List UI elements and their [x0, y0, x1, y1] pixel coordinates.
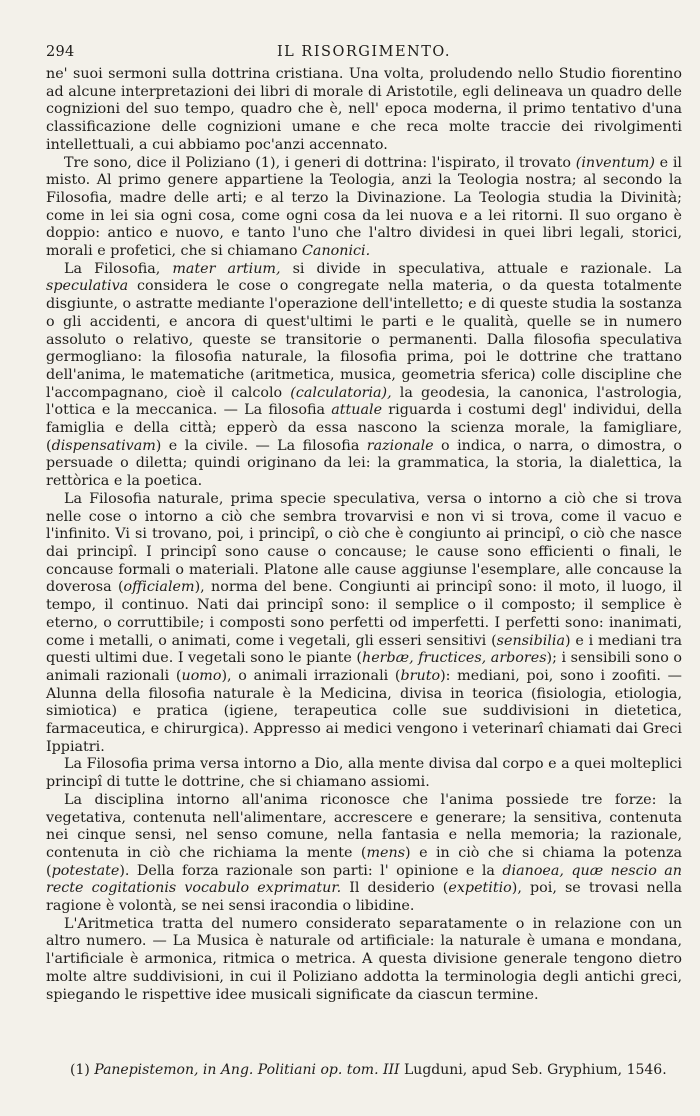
italic-run: Panepistemon, in Ang. Politiani op. tom. III	[94, 1062, 400, 1078]
paragraph	[46, 261, 682, 491]
text-run: Il desiderio (	[341, 880, 449, 897]
text-run: si divide in speculativa, attuale e razionale. La	[280, 260, 683, 277]
italic-run: mater artium,	[172, 260, 281, 277]
page-number: 294	[46, 44, 75, 60]
text-run: e il misto. Al primo genere appartiene la Teologia, anzi la Teologia nostra; al secondo la Filosofia, madre delle arti; e al terzo la Divinazione. La Teologia studia la Divinità; come in lei sia ogni cosa, come ogni cosa da lei nuova e a lei ritorni. Il suo organo è doppio: antico e nuovo, e tanto l'uno che l'altro dividesi in quei libri legali, storici, morali e profetici, che si chiamano	[46, 154, 683, 260]
text-run: ) e in ciò che si chiama la potenza (	[46, 844, 682, 879]
text-run: La Filosofia prima versa intorno a Dio, alla mente divisa dal corpo e a quei molteplici principî di tutte le dottrine, che si chiamano assiomi.	[46, 756, 682, 791]
text-run: ) e i mediani tra questi ultimi due. I vegetali sono le piante (	[46, 632, 682, 667]
italic-run: (calculatoria),	[290, 384, 392, 401]
running-title: IL RISORGIMENTO.	[276, 44, 452, 60]
text-run: La Filosofia,	[64, 260, 173, 277]
text-run: Tre sono, dice il Poliziano (1), i generi di dottrina: l'ispirato, il trovato	[64, 154, 576, 171]
paragraph	[46, 916, 682, 1005]
italic-run: potestate	[51, 862, 120, 879]
text-run: Lugduni, apud Seb. Gryphium, 1546.	[399, 1062, 667, 1078]
text-run: (1)	[70, 1062, 95, 1078]
text-run: L'Aritmetica tratta del numero considerato separatamente o in relazione con un altro numero. — La Musica è naturale od artificiale: la naturale è umana e mondana, l'artificiale è armonica, ritmica o metrica. A questa divisione generale tengono dietro molte altre suddivisioni, in cui il Poliziano addotta la terminologia degli antichi greci, spiegando le rispettive idee musicali significate da ciascun termine.	[46, 915, 682, 1003]
text-run: La Filosofia naturale, prima specie speculativa, versa o intorno a ciò che si trova nelle cose o intorno a ciò che sembra trovarvisi e non vi si trova, come il vacuo e l'infinito. Vi si trovano, poi, i principî, o ciò che è congiunto ai principî, o ciò che nasce dai principî. I principî sono cause o concause; le cause sono efficienti o finali, le concause formali o materiali. Platone alle cause aggiunse l'esemplare, alle concause la doverosa (	[46, 490, 682, 596]
text-run: ). Della forza razionale son parti: l' opinione e la	[119, 862, 503, 879]
italic-run: speculativa	[46, 278, 129, 295]
italic-run: sensibilia	[496, 632, 565, 649]
paragraph	[46, 66, 682, 155]
italic-run: dianoea, quæ nescio an recte cogitationis vocabulo exprimatur.	[46, 862, 682, 897]
italic-run: expetitio	[448, 880, 512, 897]
body-text	[46, 66, 682, 1004]
italic-run: bruto	[400, 667, 441, 684]
running-head	[46, 44, 682, 60]
paragraph	[46, 155, 682, 261]
italic-run: uomo	[181, 667, 222, 684]
italic-run: herbæ, fructices, arbores	[361, 650, 547, 667]
paragraph	[46, 491, 682, 757]
text-run: riguarda i costumi degl' individui, della famiglia e della città; epperò da essa nascono la scienza morale, la famigliare, (	[46, 402, 682, 454]
italic-run: dispensativam	[51, 437, 156, 454]
footnote	[70, 1062, 682, 1079]
text-run: considera le cose o congregate nella materia, o da questa totalmente disgiunte, o astratte mediante l'operazione dell'intelletto; e di queste studia la sostanza o gli accidenti, e ancora di quest'ultimi le parti e le qualità, quelle se in numero assoluto o relativo, queste se transitorie o permanenti. Dalla filosofia speculativa germogliano: la filosofia naturale, la filosofia prima, poi le dottrine che trattano dell'anima, le matematiche (aritmetica, musica, geometria sferica) colle discipline che l'accompagnano, cioè il calcolo	[46, 278, 682, 401]
text-run: ); i sensibili sono o animali razionali (	[46, 650, 682, 684]
italic-run: Canonici.	[301, 243, 371, 260]
text-run: o indica, o narra, o dimostra, o persuade o diletta; quindi originano da lei: la grammatica, la storia, la dialettica, la rettòrica e la poetica.	[46, 437, 682, 490]
paragraph	[46, 792, 682, 916]
italic-run: (inventum)	[575, 154, 655, 171]
text-run: ), norma del bene. Congiunti ai principî sono: il moto, il luogo, il tempo, il continuo. Nati dai principî sono: il semplice o il composto; il semplice è eterno, o corruttibile; i composti sono perfetti od imperfetti. I perfetti sono: inanimati, come i metalli, o animati, come i vegetali, gli esseri sensitivi (	[46, 579, 682, 649]
text-run: la geodesia, la canonica, l'astrologia, l'ottica e la meccanica. — La filosofia	[46, 384, 682, 419]
italic-run: razionale	[366, 437, 434, 454]
text-run: ), o animali irrazionali (	[221, 667, 401, 684]
italic-run: mens	[366, 844, 406, 861]
text-run: ) e la civile. — La filosofia	[155, 437, 367, 454]
text-run: ), poi, se trovasi nella ragione è volontà, se nei sensi iracondia o libidine.	[46, 880, 682, 915]
italic-run: attuale	[331, 402, 383, 419]
text-run: La disciplina intorno all'anima riconosce che l'anima possiede tre forze: la vegetativa, contenuta nell'alimentare, accrescere e generare; la sensitiva, contenuta nei cinque sensi, nel senso comune, nella fantasia e nella memoria; la razionale, contenuta in ciò che richiama la mente (	[46, 791, 682, 861]
text-run: ): mediani, poi, sono i zoofiti. — Alunna della filosofia naturale è la Medicina, divisa in teorica (fisiologia, etiologia, simiotica) e pratica (igiene, terapeutica colle sue suddivisioni in dietetica, farmaceutica, e chirurgica). Appresso ai medici vengono i veterinarî chiamati dai Greci Ippiatri.	[46, 667, 682, 755]
paragraph	[46, 756, 682, 791]
text-run: ne' suoi sermoni sulla dottrina cristiana. Una volta, proludendo nello Studio fiorentino ad alcune interpretazioni dei libri di morale di Aristotile, egli delineava un quadro delle cognizioni del suo tempo, quadro che è, nell' epoca moderna, il primo tentativo d'una classificazione delle cognizioni umane e che reca molte traccie dei rivolgimenti intellettuali, a cui abbiamo poc'anzi accennato.	[46, 66, 682, 153]
italic-run: officialem	[123, 579, 195, 596]
